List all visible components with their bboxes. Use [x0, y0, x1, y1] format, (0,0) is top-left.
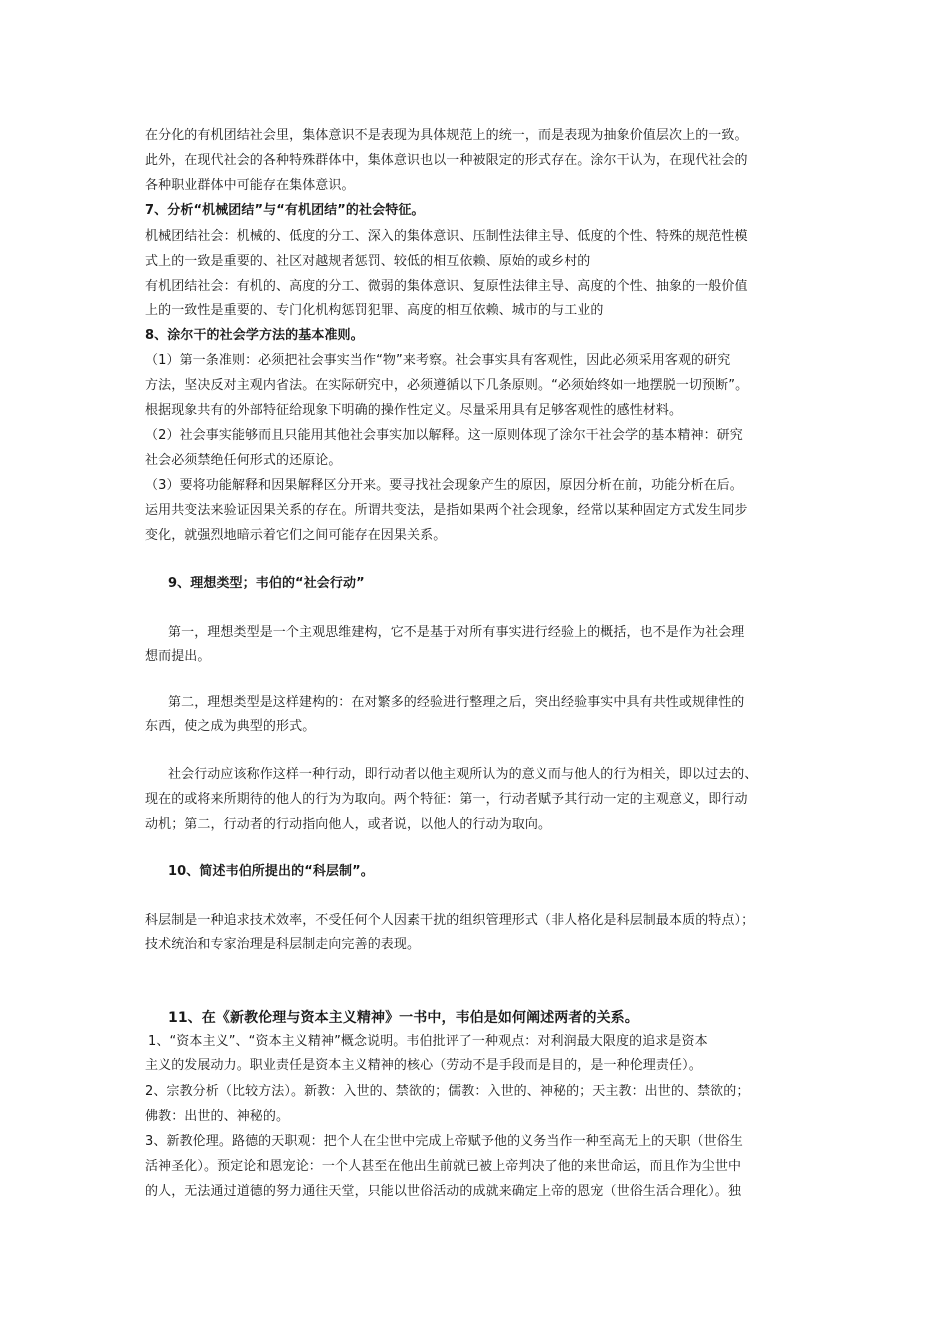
paragraph-line: 上的一致性是重要的、专门化机构惩罚犯罪、高度的相互依赖、城市的与工业的 — [145, 303, 604, 318]
paragraph-line: 的人，无法通过道德的努力通往天堂，只能以世俗活动的成就来确定上帝的恩宠（世俗生活合理化）。独 — [145, 1184, 742, 1199]
section-8-heading: 8、涂尔干的社会学方法的基本准则。 — [145, 328, 364, 343]
paragraph-line: 根据现象共有的外部特征给现象下明确的操作性定义。尽量采用具有足够客观性的感性材料。 — [145, 403, 683, 418]
paragraph-line: 式上的一致是重要的、社区对越规者惩罚、较低的相互依赖、原始的或乡村的 — [145, 254, 591, 269]
paragraph-line: 第一，理想类型是一个主观思维建构，它不是基于对所有事实进行经验上的概括，也不是作为社会理 — [168, 625, 745, 640]
paragraph-line: 3、新教伦理。路德的天职观：把个人在尘世中完成上帝赋予他的义务当作一种至高无上的天职（世俗生 — [145, 1134, 743, 1149]
paragraph-line: 方法，坚决反对主观内省法。在实际研究中，必须遵循以下几条原则。“必须始终如一地摆脱一切预断”。 — [145, 378, 749, 393]
paragraph-line: 活神圣化）。预定论和恩宠论：一个人甚至在他出生前就已被上帝判决了他的来世命运，而且作为尘世中 — [145, 1159, 742, 1174]
section-10-heading: 10、简述韦伯所提出的“科层制”。 — [168, 864, 374, 879]
paragraph-line: （2）社会事实能够而且只能用其他社会事实加以解释。这一原则体现了涂尔干社会学的基本精神：研究 — [145, 428, 743, 443]
paragraph-line: 第二，理想类型是这样建构的：在对繁多的经验进行整理之后，突出经验事实中具有共性或规律性的 — [168, 695, 745, 710]
paragraph-line: 在分化的有机团结社会里，集体意识不是表现为具体规范上的统一，而是表现为抽象价值层次上的一致。 — [145, 128, 748, 143]
paragraph-line: 社会必须禁绝任何形式的还原论。 — [145, 453, 342, 468]
paragraph-line: 机械团结社会：机械的、低度的分工、深入的集体意识、压制性法律主导、低度的个性、特殊的规范性模 — [145, 229, 748, 244]
paragraph-line: （3）要将功能解释和因果解释区分开来。要寻找社会现象产生的原因，原因分析在前，功能分析在后。 — [145, 478, 743, 493]
paragraph-line: 社会行动应该称作这样一种行动，即行动者以他主观所认为的意义而与他人的行为相关，即以过去的、 — [168, 767, 758, 782]
paragraph-line: 有机团结社会：有机的、高度的分工、微弱的集体意识、复原性法律主导、高度的个性、抽象的一般价值 — [145, 279, 748, 294]
paragraph-line: 运用共变法来验证因果关系的存在。所谓共变法，是指如果两个社会现象，经常以某种固定方式发生同步 — [145, 503, 748, 518]
paragraph-line: 变化，就强烈地暗示着它们之间可能存在因果关系。 — [145, 528, 447, 543]
paragraph-line: 想而提出。 — [145, 649, 211, 664]
section-11-heading: 11、在《新教伦理与资本主义精神》一书中，韦伯是如何阐述两者的关系。 — [168, 1010, 639, 1026]
section-9-heading: 9、理想类型；韦伯的“社会行动” — [168, 576, 365, 591]
paragraph-line: 2、宗教分析（比较方法）。新教：入世的、禁欲的；儒教：入世的、神秘的；天主教：出世的、禁欲的； — [145, 1084, 750, 1099]
paragraph-line: 主义的发展动力。职业责任是资本主义精神的核心（劳动不是手段而是目的，是一种伦理责任）。 — [145, 1058, 702, 1073]
paragraph-line: 此外，在现代社会的各种特殊群体中，集体意识也以一种被限定的形式存在。涂尔干认为，在现代社会的 — [145, 153, 748, 168]
paragraph-line: （1）第一条准则：必须把社会事实当作“物”来考察。社会事实具有客观性，因此必须采用客观的研究 — [145, 353, 731, 368]
paragraph-line: 1、“资本主义”、“资本主义精神”概念说明。韦伯批评了一种观点：对利润最大限度的追求是资本 — [148, 1034, 708, 1049]
paragraph-line: 佛教：出世的、神秘的。 — [145, 1109, 290, 1124]
paragraph-line: 技术统治和专家治理是科层制走向完善的表现。 — [145, 937, 421, 952]
paragraph-line: 动机；第二，行动者的行动指向他人，或者说，以他人的行动为取向。 — [145, 817, 552, 832]
paragraph-line: 各种职业群体中可能存在集体意识。 — [145, 178, 355, 193]
paragraph-line: 现在的或将来所期待的他人的行为为取向。两个特征：第一，行动者赋予其行动一定的主观意义，即行动 — [145, 792, 748, 807]
paragraph-line: 东西，使之成为典型的形式。 — [145, 719, 316, 734]
section-7-heading: 7、分析“机械团结”与“有机团结”的社会特征。 — [145, 203, 425, 218]
paragraph-line: 科层制是一种追求技术效率，不受任何个人因素干扰的组织管理形式（非人格化是科层制最本质的特点）； — [145, 913, 755, 928]
